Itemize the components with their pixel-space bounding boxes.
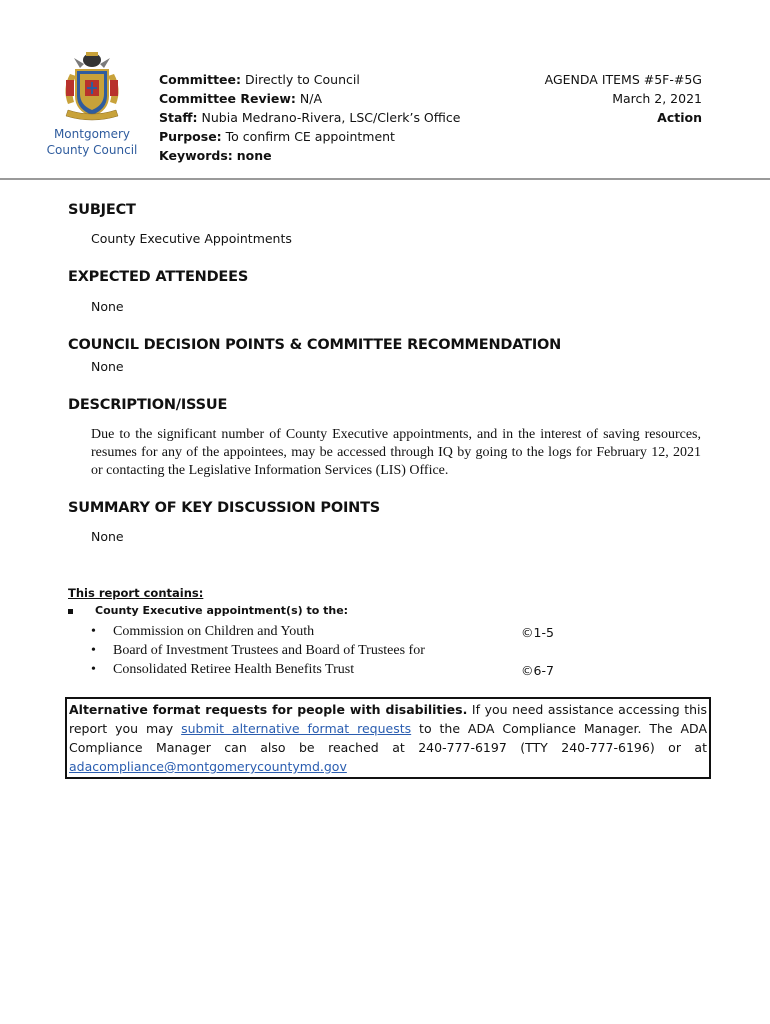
list-item: • Commission on Children and Youth	[91, 624, 315, 639]
description-body: Due to the significant number of County Executive appointments, and in the interest of saving resources, resumes for any of the appointees, may be accessed through IQ by going to the logs for February 12, 2021 or contacting the Legislative Information Services (LIS) Office.	[91, 427, 701, 478]
council-name-line2: County Council	[46, 143, 138, 157]
subject-heading: SUBJECT	[68, 202, 136, 218]
bullet-icon: •	[91, 643, 96, 658]
ce-appointment-line: County Executive appointment(s) to the:	[68, 604, 348, 617]
list-item: • Consolidated Retiree Health Benefits Trust	[91, 662, 355, 677]
alt-format-notice: Alternative format requests for people with disabilities. If you need assistance accessing this report you may submit alternative format requests to the ADA Compliance Manager. The ADA Compliance Manager can also be reached at 240-777-6197 (TTY 240-777-6196) or at adacompliance@montgomerycountymd.gov	[65, 697, 711, 779]
ada-email-link[interactable]: adacompliance@montgomerycountymd.gov	[69, 759, 347, 774]
subject-body: County Executive Appointments	[91, 231, 292, 246]
appointment-list	[91, 622, 425, 679]
meta-committee-review: Committee Review: N/A	[159, 91, 323, 106]
description-heading: DESCRIPTION/ISSUE	[68, 397, 228, 413]
decision-body: None	[91, 359, 124, 374]
council-name-line1: Montgomery	[53, 127, 131, 141]
bullet-icon: •	[91, 662, 96, 677]
meta-block	[159, 70, 460, 165]
county-seal-icon	[52, 44, 132, 126]
agenda-block	[545, 70, 702, 127]
council-logo	[40, 44, 144, 158]
meta-keywords: Keywords: none	[159, 148, 272, 163]
agenda-items: AGENDA ITEMS #5F-#5G	[544, 72, 702, 87]
attendees-heading: EXPECTED ATTENDEES	[68, 269, 249, 285]
meta-staff: Staff: Nubia Medrano-Rivera, LSC/Clerk’s Office	[159, 110, 461, 125]
agenda-action: Action	[657, 110, 702, 125]
page-ref: ©1-5	[521, 625, 554, 640]
summary-body: None	[91, 529, 124, 544]
meta-purpose: Purpose: To confirm CE appointment	[159, 129, 395, 144]
header-divider	[0, 178, 770, 180]
bullet-icon: •	[91, 624, 96, 639]
page-ref: ©6-7	[521, 663, 554, 678]
attendees-body: None	[91, 299, 124, 314]
alt-format-request-link[interactable]: submit alternative format requests	[181, 721, 412, 736]
summary-heading: SUMMARY OF KEY DISCUSSION POINTS	[68, 500, 381, 516]
square-bullet-icon	[68, 609, 73, 614]
alt-format-lead: Alternative format requests for people with disabilities.	[69, 702, 468, 717]
decision-heading: COUNCIL DECISION POINTS & COMMITTEE RECOMMENDATION	[68, 337, 562, 353]
agenda-date: March 2, 2021	[612, 91, 702, 106]
contents-heading: This report contains:	[68, 586, 204, 600]
meta-committee: Committee: Directly to Council	[159, 72, 360, 87]
list-item: • Board of Investment Trustees and Board of Trustees for	[91, 643, 425, 658]
